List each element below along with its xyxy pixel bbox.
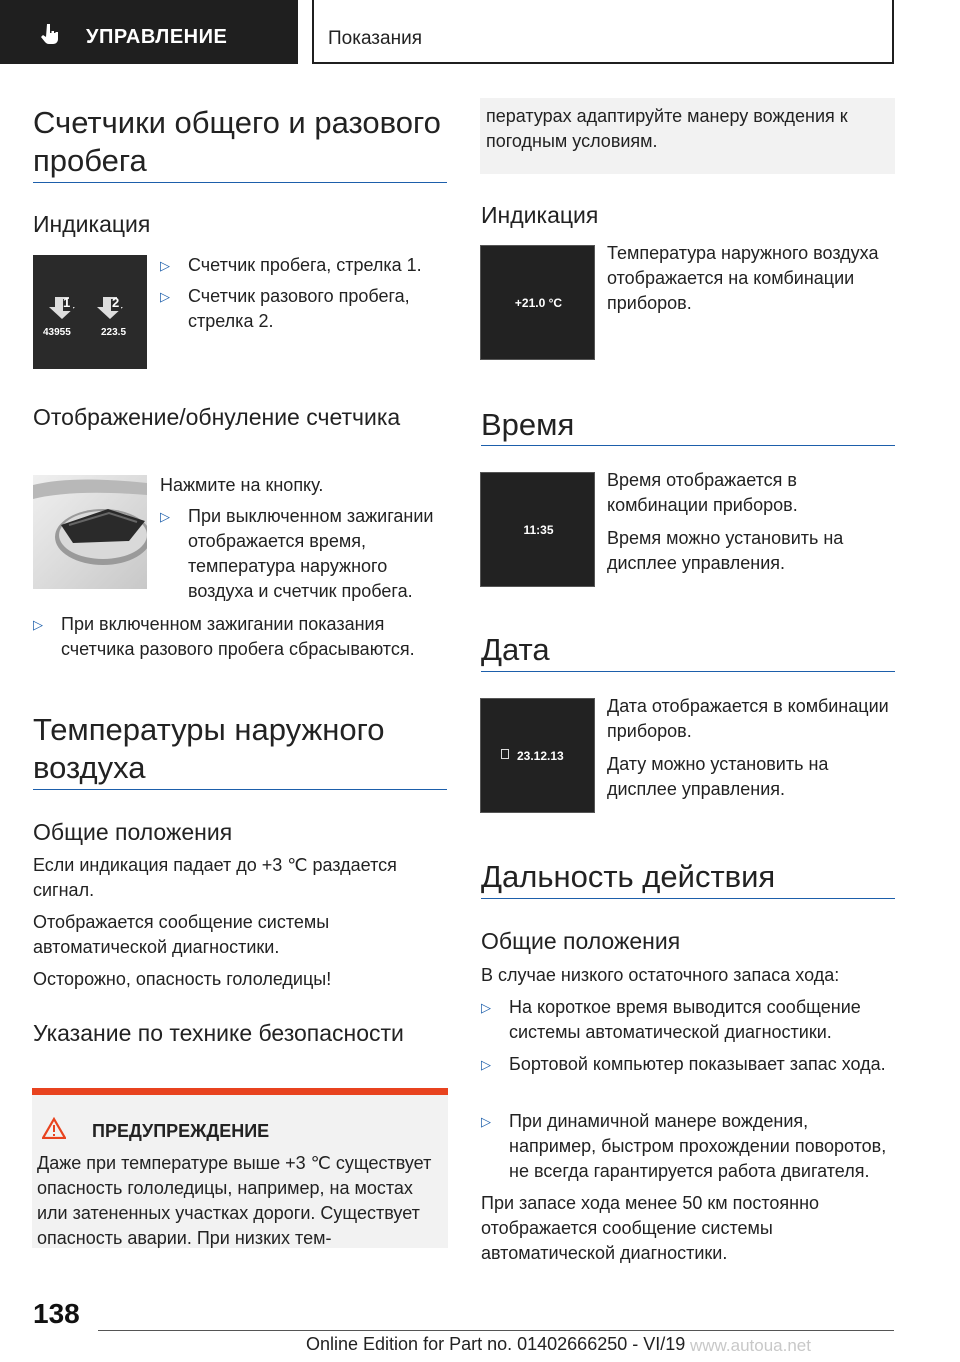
- hand-pointer-icon: [38, 22, 62, 46]
- heading-reset: Отображение/обнуление счетчика: [33, 404, 401, 430]
- triangle-bullet-icon: ▷: [481, 1114, 491, 1129]
- page-number: 138: [33, 1298, 80, 1329]
- warning-box: [32, 1088, 448, 1248]
- temp-paragraph-2: Отображается сообщение системы автоматической диагностики.: [33, 912, 330, 957]
- continued-box: [480, 98, 895, 174]
- list-item: ▷ Бортовой компьютер показывает запас хода.: [481, 1052, 895, 1077]
- continued-text: пературах адаптируйте манеру вождения к погодным условиям.: [486, 106, 848, 151]
- odometer-arrows-icon: [33, 255, 147, 369]
- triangle-bullet-icon: ▷: [160, 509, 170, 524]
- calendar-icon: [501, 749, 509, 759]
- title-time: Время: [481, 407, 575, 442]
- warning-label: ПРЕДУПРЕЖДЕНИЕ: [92, 1121, 270, 1141]
- temp-display-text: Температура наружного воздуха отображается на комбинации приборов.: [607, 243, 879, 313]
- reset-button-icon: [33, 475, 147, 589]
- header-chapter-label: Показания: [328, 28, 422, 49]
- title-range: Дальность действия: [481, 859, 776, 894]
- date-display-value: 23.12.13: [517, 749, 564, 763]
- heading-safety: Указание по технике безопасности: [33, 1020, 404, 1046]
- odometer-value: 43955: [43, 327, 71, 338]
- list-item: ▷ Счетчик пробега, стрелка 1.: [160, 253, 445, 278]
- temp-paragraph-1: Если индикация падает до +3 ℃ раздается сигнал.: [33, 855, 397, 900]
- arrow-label-1: 1: [63, 295, 71, 310]
- edition-text: Online Edition for Part no. 01402666250 - VI/19: [306, 1334, 686, 1354]
- triangle-bullet-icon: ▷: [481, 1000, 491, 1015]
- reset-intro: Нажмите на кнопку.: [160, 475, 324, 495]
- footer-rule: [98, 1330, 894, 1331]
- triangle-bullet-icon: ▷: [481, 1057, 491, 1072]
- temp-paragraph-3: Осторожно, опасность гололедицы!: [33, 969, 332, 989]
- date-paragraph-1: Дата отображается в комбинации приборов.: [607, 696, 889, 741]
- title-rule: [481, 671, 895, 672]
- list-item: ▷ При выключенном зажигании отображается время, температура наружного воздуха и счетчик пробега.: [160, 506, 434, 601]
- range-intro: В случае низкого остаточного запаса хода:: [481, 965, 840, 985]
- button-image: [33, 475, 147, 589]
- triangle-bullet-icon: ▷: [33, 617, 43, 632]
- title-rule: [481, 898, 895, 899]
- title-date: Дата: [481, 632, 550, 667]
- time-paragraph-1: Время отображается в комбинации приборов.: [607, 470, 798, 515]
- range-final: При запасе хода менее 50 км постоянно отображается сообщение системы автоматической диагностики.: [481, 1193, 820, 1263]
- heading-general: Общие положения: [33, 819, 233, 845]
- list-item: ▷ На короткое время выводится сообщение системы автоматической диагностики.: [481, 997, 861, 1042]
- list-item: ▷ При включенном зажигании показания счетчика разового пробега сбрасываются.: [33, 614, 415, 659]
- time-display-value: 11:35: [523, 523, 554, 537]
- date-display-image: [480, 698, 595, 813]
- temp-display-value: +21.0 °C: [514, 296, 563, 310]
- heading-indication-right: Индикация: [481, 202, 599, 228]
- title-rule: [33, 789, 447, 790]
- odometer-image: [33, 255, 147, 369]
- title-rule: [33, 182, 447, 183]
- title-odometer: Счетчики общего и разового пробега: [33, 105, 441, 178]
- header-chapter-tab: [312, 0, 894, 64]
- arrow-label-2: 2: [112, 295, 120, 310]
- title-rule: [481, 445, 895, 446]
- time-display-image: [480, 472, 595, 587]
- warning-triangle-icon: [42, 1117, 66, 1139]
- time-paragraph-2: Время можно установить на дисплее управления.: [607, 528, 844, 573]
- date-paragraph-2: Дату можно установить на дисплее управления.: [607, 754, 829, 799]
- list-item: ▷ Счетчик разового пробега, стрелка 2.: [160, 286, 410, 331]
- triangle-bullet-icon: ▷: [160, 258, 170, 273]
- heading-range-general: Общие положения: [481, 928, 681, 954]
- header-section-tab: [0, 0, 298, 64]
- list-item: ▷ При динамичной манере вождения, например, быстром прохождении поворотов, не всегда гарантируется работа двигателя.: [481, 1111, 887, 1181]
- triangle-bullet-icon: ▷: [160, 289, 170, 304]
- temp-display-image: [480, 245, 595, 360]
- trip-value: 223.5: [101, 327, 127, 338]
- warning-text: Даже при температуре выше +3 ℃ существует опасность гололедицы, например, на мостах или затененных участках дороги. Существует опасность аварии. При низких тем-: [37, 1153, 432, 1248]
- header-section-label: УПРАВЛЕНИЕ: [86, 26, 228, 48]
- title-outside-temp: Температуры наружного воздуха: [33, 712, 385, 785]
- watermark-text: www.autoua.net: [690, 1336, 811, 1355]
- heading-indication: Индикация: [33, 211, 151, 237]
